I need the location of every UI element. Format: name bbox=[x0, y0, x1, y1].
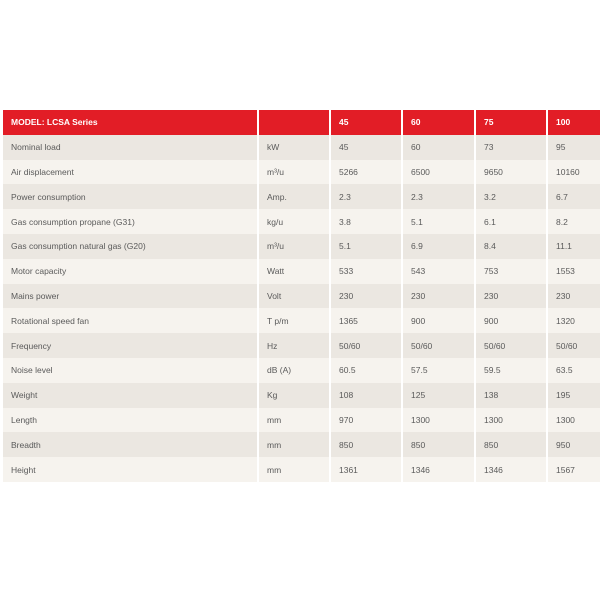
row-value: 6.9 bbox=[402, 234, 475, 259]
row-value: 533 bbox=[330, 259, 402, 284]
row-value: 50/60 bbox=[547, 333, 600, 358]
row-value: 125 bbox=[402, 383, 475, 408]
row-unit: Amp. bbox=[258, 184, 330, 209]
row-label: Nominal load bbox=[3, 135, 258, 160]
row-unit: mm bbox=[258, 457, 330, 482]
row-label: Air displacement bbox=[3, 160, 258, 185]
table-row bbox=[3, 259, 600, 284]
row-value: 850 bbox=[330, 432, 402, 457]
row-value: 6.7 bbox=[547, 184, 600, 209]
table-row bbox=[3, 358, 600, 383]
table-row bbox=[3, 333, 600, 358]
row-unit: mm bbox=[258, 432, 330, 457]
row-value: 1320 bbox=[547, 308, 600, 333]
row-value: 230 bbox=[402, 284, 475, 309]
row-value: 753 bbox=[475, 259, 547, 284]
row-label: Breadth bbox=[3, 432, 258, 457]
row-value: 1553 bbox=[547, 259, 600, 284]
row-label: Gas consumption natural gas (G20) bbox=[3, 234, 258, 259]
model-header-60: 60 bbox=[402, 110, 475, 135]
row-value: 230 bbox=[547, 284, 600, 309]
model-header-100: 100 bbox=[547, 110, 600, 135]
row-value: 850 bbox=[475, 432, 547, 457]
row-label: Frequency bbox=[3, 333, 258, 358]
row-unit: dB (A) bbox=[258, 358, 330, 383]
row-label: Motor capacity bbox=[3, 259, 258, 284]
table-row bbox=[3, 160, 600, 185]
unit-header bbox=[258, 110, 330, 135]
row-value: 50/60 bbox=[402, 333, 475, 358]
row-value: 2.3 bbox=[402, 184, 475, 209]
row-value: 1361 bbox=[330, 457, 402, 482]
row-value: 9650 bbox=[475, 160, 547, 185]
row-unit: m³/u bbox=[258, 160, 330, 185]
row-value: 60.5 bbox=[330, 358, 402, 383]
table-row bbox=[3, 209, 600, 234]
row-label: Rotational speed fan bbox=[3, 308, 258, 333]
row-value: 900 bbox=[402, 308, 475, 333]
row-label: Length bbox=[3, 408, 258, 433]
row-value: 5.1 bbox=[402, 209, 475, 234]
row-unit: kg/u bbox=[258, 209, 330, 234]
row-value: 970 bbox=[330, 408, 402, 433]
table-row bbox=[3, 457, 600, 482]
table-header-row bbox=[3, 110, 600, 135]
row-value: 57.5 bbox=[402, 358, 475, 383]
row-value: 6.1 bbox=[475, 209, 547, 234]
row-unit: Watt bbox=[258, 259, 330, 284]
row-value: 1346 bbox=[475, 457, 547, 482]
row-value: 108 bbox=[330, 383, 402, 408]
row-value: 73 bbox=[475, 135, 547, 160]
row-value: 2.3 bbox=[330, 184, 402, 209]
row-label: Power consumption bbox=[3, 184, 258, 209]
row-value: 10160 bbox=[547, 160, 600, 185]
row-value: 1346 bbox=[402, 457, 475, 482]
row-value: 1365 bbox=[330, 308, 402, 333]
row-label: Weight bbox=[3, 383, 258, 408]
model-series-header: MODEL: LCSA Series bbox=[3, 110, 258, 135]
row-value: 543 bbox=[402, 259, 475, 284]
row-value: 8.4 bbox=[475, 234, 547, 259]
table-row bbox=[3, 308, 600, 333]
row-value: 195 bbox=[547, 383, 600, 408]
row-value: 60 bbox=[402, 135, 475, 160]
row-value: 950 bbox=[547, 432, 600, 457]
row-value: 1567 bbox=[547, 457, 600, 482]
row-unit: m³/u bbox=[258, 234, 330, 259]
row-value: 5266 bbox=[330, 160, 402, 185]
row-label: Noise level bbox=[3, 358, 258, 383]
row-unit: Volt bbox=[258, 284, 330, 309]
row-unit: kW bbox=[258, 135, 330, 160]
row-value: 3.2 bbox=[475, 184, 547, 209]
table-row bbox=[3, 135, 600, 160]
row-value: 59.5 bbox=[475, 358, 547, 383]
row-value: 5.1 bbox=[330, 234, 402, 259]
row-value: 50/60 bbox=[330, 333, 402, 358]
row-value: 138 bbox=[475, 383, 547, 408]
row-unit: mm bbox=[258, 408, 330, 433]
row-value: 95 bbox=[547, 135, 600, 160]
row-unit: Kg bbox=[258, 383, 330, 408]
row-value: 63.5 bbox=[547, 358, 600, 383]
row-label: Gas consumption propane (G31) bbox=[3, 209, 258, 234]
table-row bbox=[3, 383, 600, 408]
model-header-75: 75 bbox=[475, 110, 547, 135]
row-value: 8.2 bbox=[547, 209, 600, 234]
row-value: 850 bbox=[402, 432, 475, 457]
row-label: Mains power bbox=[3, 284, 258, 309]
table-row bbox=[3, 184, 600, 209]
row-value: 900 bbox=[475, 308, 547, 333]
row-value: 230 bbox=[475, 284, 547, 309]
table-row bbox=[3, 432, 600, 457]
row-value: 1300 bbox=[475, 408, 547, 433]
model-header-45: 45 bbox=[330, 110, 402, 135]
row-value: 1300 bbox=[547, 408, 600, 433]
spec-table bbox=[3, 110, 600, 482]
row-unit: Hz bbox=[258, 333, 330, 358]
row-value: 11.1 bbox=[547, 234, 600, 259]
row-value: 3.8 bbox=[330, 209, 402, 234]
table-row bbox=[3, 284, 600, 309]
row-value: 50/60 bbox=[475, 333, 547, 358]
row-value: 1300 bbox=[402, 408, 475, 433]
row-unit: T p/m bbox=[258, 308, 330, 333]
row-value: 230 bbox=[330, 284, 402, 309]
table-row bbox=[3, 234, 600, 259]
row-value: 6500 bbox=[402, 160, 475, 185]
table-row bbox=[3, 408, 600, 433]
row-value: 45 bbox=[330, 135, 402, 160]
row-label: Height bbox=[3, 457, 258, 482]
